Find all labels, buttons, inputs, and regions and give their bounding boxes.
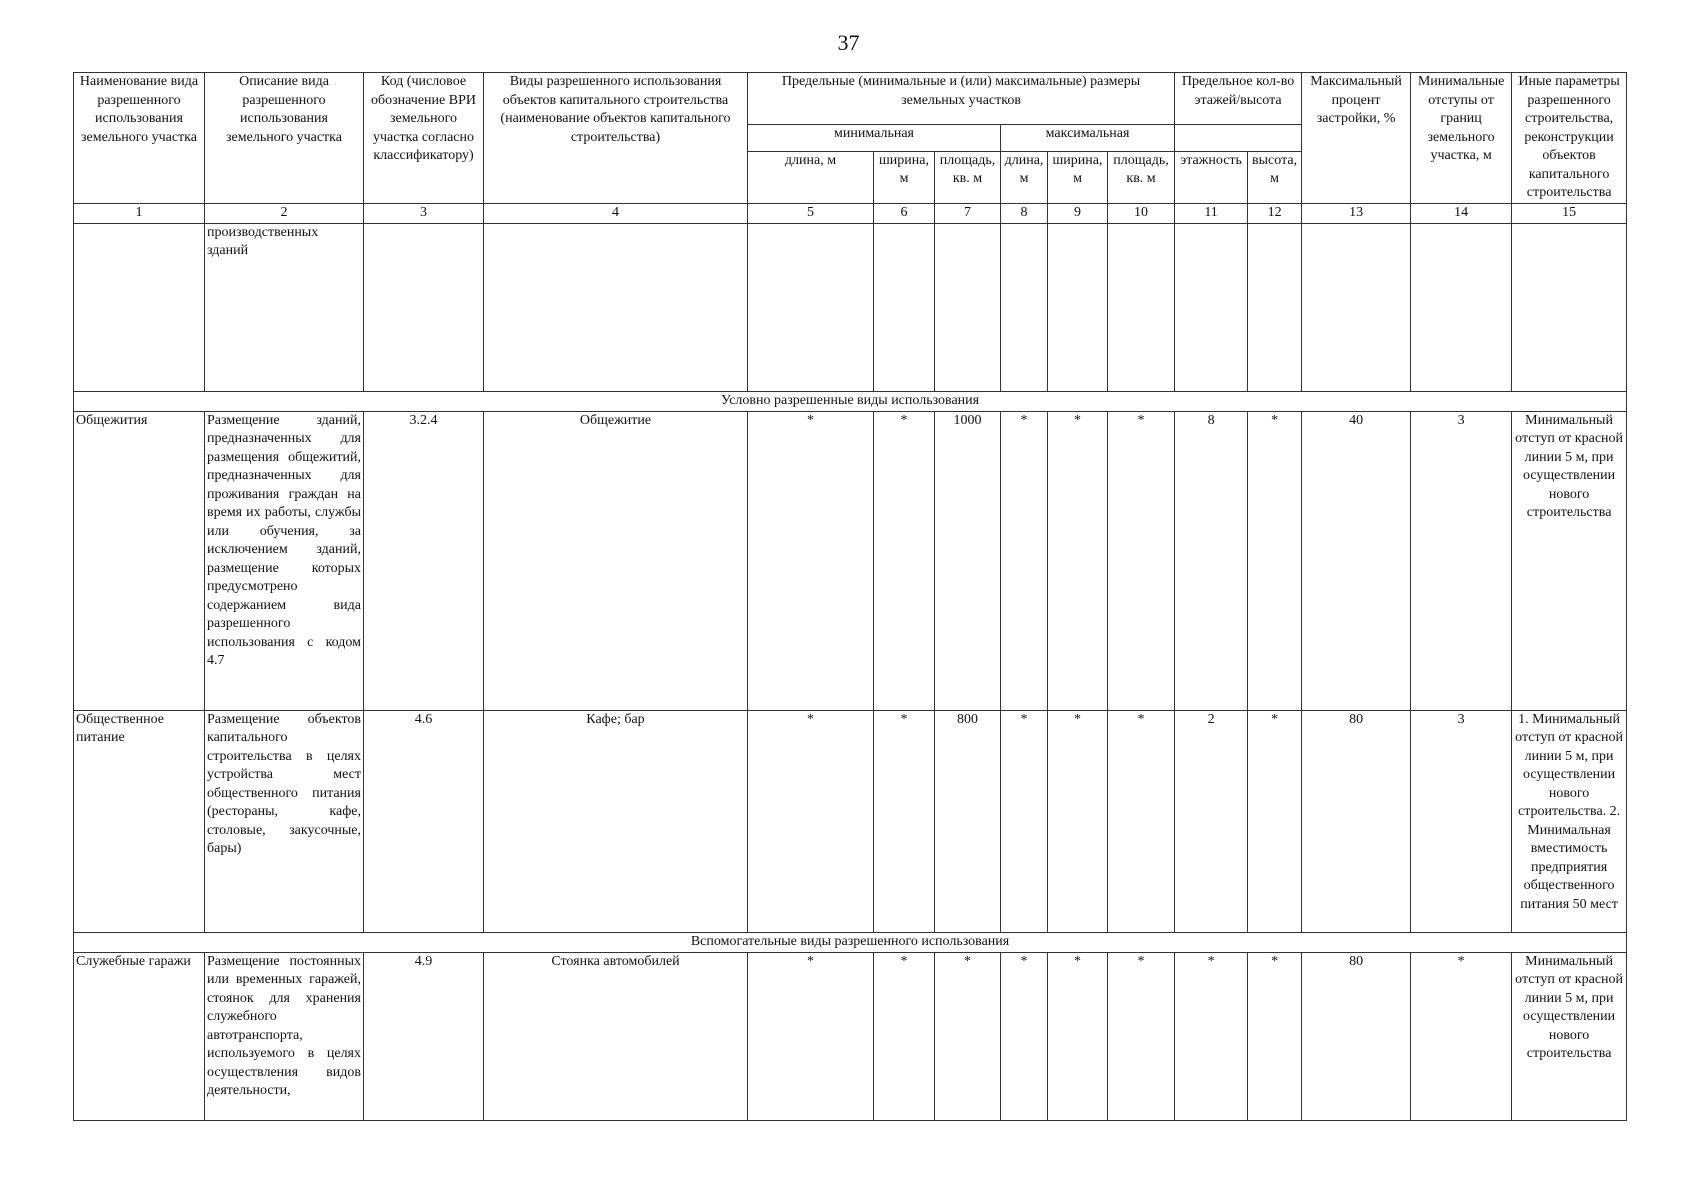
row-max-length: *: [1001, 411, 1048, 710]
row-name: Общественное питание: [74, 710, 205, 932]
header-min-group: минимальная: [748, 124, 1001, 151]
page-number: 37: [837, 30, 860, 55]
row-max-length: *: [1001, 710, 1048, 932]
column-number: 4: [484, 203, 748, 223]
column-number: 12: [1248, 203, 1302, 223]
row-other-params: Минимальный отступ от красной линии 5 м, при осуществлении нового строительства: [1512, 411, 1627, 710]
header-land-use-name: Наименование вида разрешенного использования земельного участка: [74, 73, 205, 204]
header-plot-size-limits: Предельные (минимальные и (или) максимальные) размеры земельных участков: [748, 73, 1175, 125]
row-height: *: [1248, 952, 1302, 1120]
header-land-use-description: Описание вида разрешенного использования земельного участка: [205, 73, 364, 204]
continuation-row: [74, 223, 1627, 391]
column-numbers-row: [74, 203, 1627, 223]
column-number: 6: [874, 203, 935, 223]
section-title-conditional: Условно разрешенные виды использования: [74, 391, 1627, 411]
column-number: 7: [935, 203, 1001, 223]
header-max-width: ширина, м: [1048, 151, 1108, 203]
column-number: 8: [1001, 203, 1048, 223]
row-max-width: *: [1048, 710, 1108, 932]
header-floors-spacer: [1175, 124, 1302, 151]
continuation-description: производственных зданий: [205, 223, 364, 391]
row-other-params: Минимальный отступ от красной линии 5 м, при осуществлении нового строительства: [1512, 952, 1627, 1120]
column-number: 13: [1302, 203, 1411, 223]
row-objects: Кафе; бар: [484, 710, 748, 932]
header-other-params: Иные параметры разрешенного строительства, реконструкции объектов капитального строительства: [1512, 73, 1627, 204]
table-row: [74, 952, 1627, 1120]
row-floors: 2: [1175, 710, 1248, 932]
row-max-percent: 80: [1302, 952, 1411, 1120]
column-number: 2: [205, 203, 364, 223]
row-name: Общежития: [74, 411, 205, 710]
row-min-area: *: [935, 952, 1001, 1120]
table-row: [74, 411, 1627, 710]
row-description: Размещение зданий, предназначенных для размещения общежитий, предназначенных для проживания граждан на время их работы, службы или обучения, за исключением зданий, размещение которых предусмотрено содержанием вида разрешенного использования с кодом 4.7: [205, 411, 364, 710]
row-max-width: *: [1048, 952, 1108, 1120]
row-min-length: *: [748, 952, 874, 1120]
row-setback: 3: [1411, 411, 1512, 710]
row-code: 3.2.4: [364, 411, 484, 710]
row-min-width: *: [874, 952, 935, 1120]
header-floors: этажность: [1175, 151, 1248, 203]
row-height: *: [1248, 710, 1302, 932]
column-number: 5: [748, 203, 874, 223]
section-row: [74, 391, 1627, 411]
row-name: Служебные гаражи: [74, 952, 205, 1120]
header-code: Код (числовое обозначение ВРИ земельного участка согласно классификатору): [364, 73, 484, 204]
row-min-area: 1000: [935, 411, 1001, 710]
row-max-area: *: [1108, 952, 1175, 1120]
row-min-width: *: [874, 710, 935, 932]
row-description: Размещение постоянных или временных гаражей, стоянок для хранения служебного автотранспорта, используемого в целях осуществления видов деятельности,: [205, 952, 364, 1120]
row-max-width: *: [1048, 411, 1108, 710]
header-max-group: максимальная: [1001, 124, 1175, 151]
row-max-area: *: [1108, 710, 1175, 932]
column-number: 9: [1048, 203, 1108, 223]
row-min-length: *: [748, 710, 874, 932]
zoning-regulations-table: [73, 72, 1627, 1121]
header-min-width: ширина, м: [874, 151, 935, 203]
row-objects: Общежитие: [484, 411, 748, 710]
row-floors: *: [1175, 952, 1248, 1120]
row-min-area: 800: [935, 710, 1001, 932]
header-min-area: площадь, кв. м: [935, 151, 1001, 203]
section-title-auxiliary: Вспомогательные виды разрешенного использования: [74, 932, 1627, 952]
row-description: Размещение объектов капитального строительства в целях устройства мест общественного питания (рестораны, кафе, столовые, закусочные, бары): [205, 710, 364, 932]
column-number: 15: [1512, 203, 1627, 223]
row-max-length: *: [1001, 952, 1048, 1120]
row-floors: 8: [1175, 411, 1248, 710]
row-code: 4.6: [364, 710, 484, 932]
table-row: [74, 710, 1627, 932]
row-code: 4.9: [364, 952, 484, 1120]
header-max-area: площадь, кв. м: [1108, 151, 1175, 203]
row-objects: Стоянка автомобилей: [484, 952, 748, 1120]
row-max-percent: 80: [1302, 710, 1411, 932]
header-building-types: Виды разрешенного использования объектов капитального строительства (наименование объектов капитального строительства): [484, 73, 748, 204]
row-setback: 3: [1411, 710, 1512, 932]
column-number: 1: [74, 203, 205, 223]
row-height: *: [1248, 411, 1302, 710]
row-min-width: *: [874, 411, 935, 710]
header-max-coverage: Максимальный процент застройки, %: [1302, 73, 1411, 204]
section-row: [74, 932, 1627, 952]
row-max-area: *: [1108, 411, 1175, 710]
column-number: 14: [1411, 203, 1512, 223]
header-max-length: длина, м: [1001, 151, 1048, 203]
row-other-params: 1. Минимальный отступ от красной линии 5 м, при осуществлении нового строительства. 2. Минимальная вместимость предприятия общественного питания 50 мест: [1512, 710, 1627, 932]
header-height: высота, м: [1248, 151, 1302, 203]
row-min-length: *: [748, 411, 874, 710]
row-max-percent: 40: [1302, 411, 1411, 710]
column-number: 10: [1108, 203, 1175, 223]
header-floors-height: Предельное кол-во этажей/высота: [1175, 73, 1302, 125]
header-min-setback: Минимальные отступы от границ земельного участка, м: [1411, 73, 1512, 204]
row-setback: *: [1411, 952, 1512, 1120]
column-number: 3: [364, 203, 484, 223]
column-number: 11: [1175, 203, 1248, 223]
header-min-length: длина, м: [748, 151, 874, 203]
